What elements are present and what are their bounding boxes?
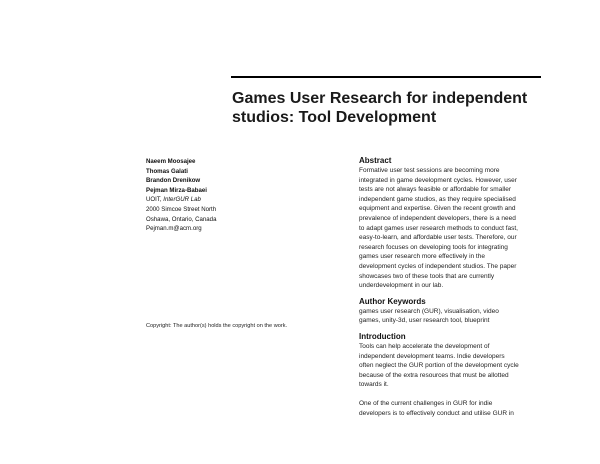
abstract-line: showcases two of these tools that are currently	[359, 272, 495, 280]
author-email[interactable]: Pejman.m@acm.org	[146, 225, 202, 233]
affiliation-org-prefix: UOIT,	[146, 196, 164, 204]
paper-title	[232, 89, 552, 127]
introduction-line: developers is to effectively conduct and utilise GUR in	[359, 410, 514, 418]
introduction-line: independent development teams. Indie developers	[359, 352, 505, 360]
author-name: Brandon Drenikow	[146, 177, 201, 185]
abstract-line: easy-to-learn, and affordable user tests. Therefore, our	[359, 234, 517, 242]
introduction-line: towards it.	[359, 381, 389, 389]
abstract-line: research focuses on developing tools for integrating	[359, 243, 508, 251]
affiliation-city: Oshawa, Ontario, Canada	[146, 215, 217, 223]
abstract-line: to adapt games user research methods to conduct fast,	[359, 224, 518, 232]
introduction-line: Tools can help accelerate the development of	[359, 342, 490, 350]
introduction-line: because of the extra resources that must be allotted	[359, 371, 509, 379]
affiliation-org	[146, 195, 336, 205]
abstract-line: games user research more effectively in the	[359, 253, 485, 261]
introduction-heading: Introduction	[359, 331, 406, 341]
abstract-line: Formative user test sessions are becoming more	[359, 167, 500, 174]
abstract-line: integrated in game development cycles. However, user	[359, 176, 517, 184]
affiliation-lab: InterGUR Lab	[163, 196, 201, 204]
abstract-line: prevalence of independent developers, there is a need	[359, 214, 516, 222]
copyright-notice: Copyright: The author(s) holds the copyright on the work.	[146, 323, 288, 329]
abstract-line: development cycles of independent studios. The paper	[359, 262, 517, 270]
introduction-section	[359, 332, 559, 419]
abstract-line: equipment and expertise. Given the recent growth and	[359, 205, 516, 213]
abstract-line: underdevelopment in our lab.	[359, 282, 444, 290]
abstract-section	[359, 156, 559, 291]
right-column	[359, 156, 559, 425]
affiliation-street: 2000 Simcoe Street North	[146, 205, 217, 213]
author-name: Thomas Galati	[146, 167, 188, 175]
abstract-heading: Abstract	[359, 156, 392, 165]
introduction-line: One of the current challenges in GUR for indie	[359, 400, 493, 408]
author-name: Pejman Mirza-Babaei	[146, 186, 207, 194]
abstract-body	[359, 166, 559, 291]
keywords-line: games user research (GUR), visualisation, video	[359, 307, 499, 315]
author-name: Naeem Moosajee	[146, 158, 196, 165]
title-line: studios: Tool Development	[232, 109, 437, 126]
introduction-body	[359, 342, 559, 419]
abstract-line: independent game studios, as they require specialised	[359, 195, 516, 203]
keywords-body	[359, 307, 559, 326]
abstract-line: tests are not always feasible or affordable for smaller	[359, 186, 511, 194]
introduction-line: often neglect the GUR portion of the development cycle	[359, 362, 519, 370]
keywords-heading: Author Keywords	[359, 296, 426, 306]
title-rule	[231, 76, 541, 78]
keywords-section	[359, 297, 559, 326]
keywords-line: games, unity-3d, user research tool, blueprint	[359, 317, 490, 325]
title-line: Games User Research for independent	[232, 90, 528, 107]
paragraph-gap	[359, 390, 559, 400]
author-block	[146, 157, 336, 234]
